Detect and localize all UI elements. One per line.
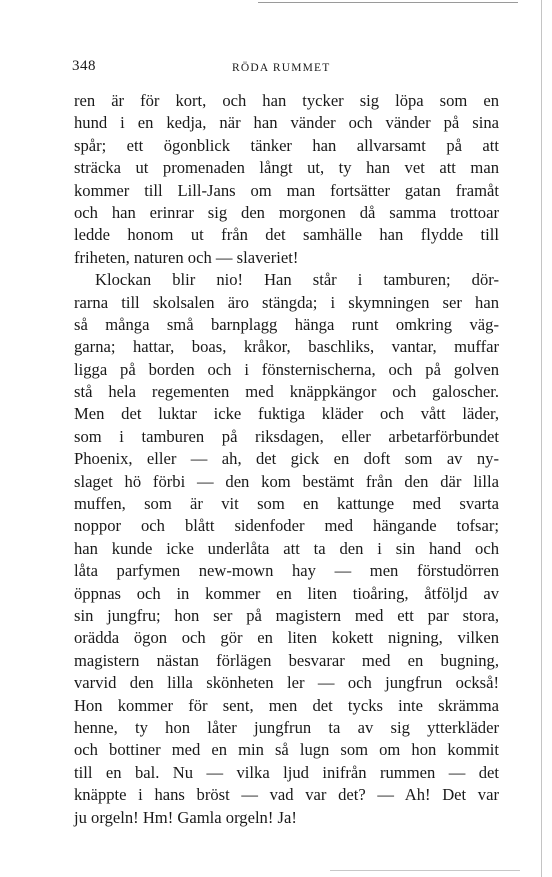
text-line: som i tamburen på riksdagen, eller arbetarförbundet [74, 426, 499, 446]
text-line: sträcka ut promenaden långt ut, ty han vet att man [74, 158, 499, 178]
text-line: Klockan blir nio! Han står i tamburen; dör- [95, 270, 499, 290]
scan-edge-right [541, 0, 542, 877]
text-line: Hon kommer för sent, men det tycks inte skrämma [74, 695, 499, 715]
text-line: rarna till skolsalen äro stängda; i skymningen ser han [74, 292, 499, 312]
text-line: så många små barnplagg hänga runt omkring väg- [74, 314, 499, 334]
text-line: muffen, som är vit som en kattunge med svarta [74, 494, 499, 514]
text-line: magistern nästan förlägen besvarar med en bugning, [74, 650, 499, 670]
text-line: kommer till Lill-Jans om man fortsätter gatan framåt [74, 180, 499, 200]
running-title: RÖDA RUMMET [232, 62, 331, 74]
text-line: friheten, naturen och — slaveriet! [74, 247, 299, 267]
page-number: 348 [72, 58, 96, 74]
text-line: spår; ett ögonblick tänker han allvarsamt på att [74, 135, 499, 155]
text-line: varvid den lilla skönheten ler — och jungfrun också! [74, 673, 499, 693]
text-line: och han erinrar sig den morgonen då samma trottoar [74, 202, 499, 222]
text-line: han kunde icke underlåta att ta den i sin hand och [74, 538, 499, 558]
text-line: sin jungfru; hon ser på magistern med ett par stora, [74, 605, 499, 625]
text-line: henne, ty hon låter jungfrun ta av sig ytterkläder [74, 717, 499, 737]
text-line: knäppte i hans bröst — vad var det? — Ah! Det var [74, 785, 499, 805]
text-line: öppnas och in kommer en liten tioåring, åtföljd av [74, 583, 499, 603]
text-line: ligga på borden och i fönsternischerna, och på golven [74, 359, 499, 379]
scan-edge-bottom [330, 870, 520, 871]
text-line: slaget hö förbi — den kom bestämt från den där lilla [74, 471, 499, 491]
text-line: Phoenix, eller — ah, det gick en doft som av ny- [74, 449, 499, 469]
text-line: ju orgeln! Hm! Gamla orgeln! Ja! [74, 807, 297, 827]
text-line: ledde honom ut från det samhälle han flydde till [74, 225, 499, 245]
scan-edge-top [258, 2, 518, 3]
text-line: till en bal. Nu — vilka ljud inifrån rummen — det [74, 762, 499, 782]
text-line: orädda ögon och gör en liten kokett nigning, vilken [74, 628, 499, 648]
text-line: Men det luktar icke fuktiga kläder och vått läder, [74, 404, 499, 424]
body-text [74, 90, 499, 829]
text-line: stå hela regementen med knäppkängor och galoscher. [74, 382, 499, 402]
text-line: låta parfymen new-mown hay — men förstudörren [74, 561, 499, 581]
text-line: hund i en kedja, när han vänder och vänder på sina [74, 113, 499, 133]
text-line: noppor och blått sidenfoder med hängande tofsar; [74, 516, 499, 536]
text-line: och bottiner med en min så lugn som om hon kommit [74, 740, 499, 760]
text-line: garna; hattar, boas, kråkor, baschliks, vantar, muffar [74, 337, 499, 357]
text-line: ren är för kort, och han tycker sig löpa som en [74, 91, 499, 110]
